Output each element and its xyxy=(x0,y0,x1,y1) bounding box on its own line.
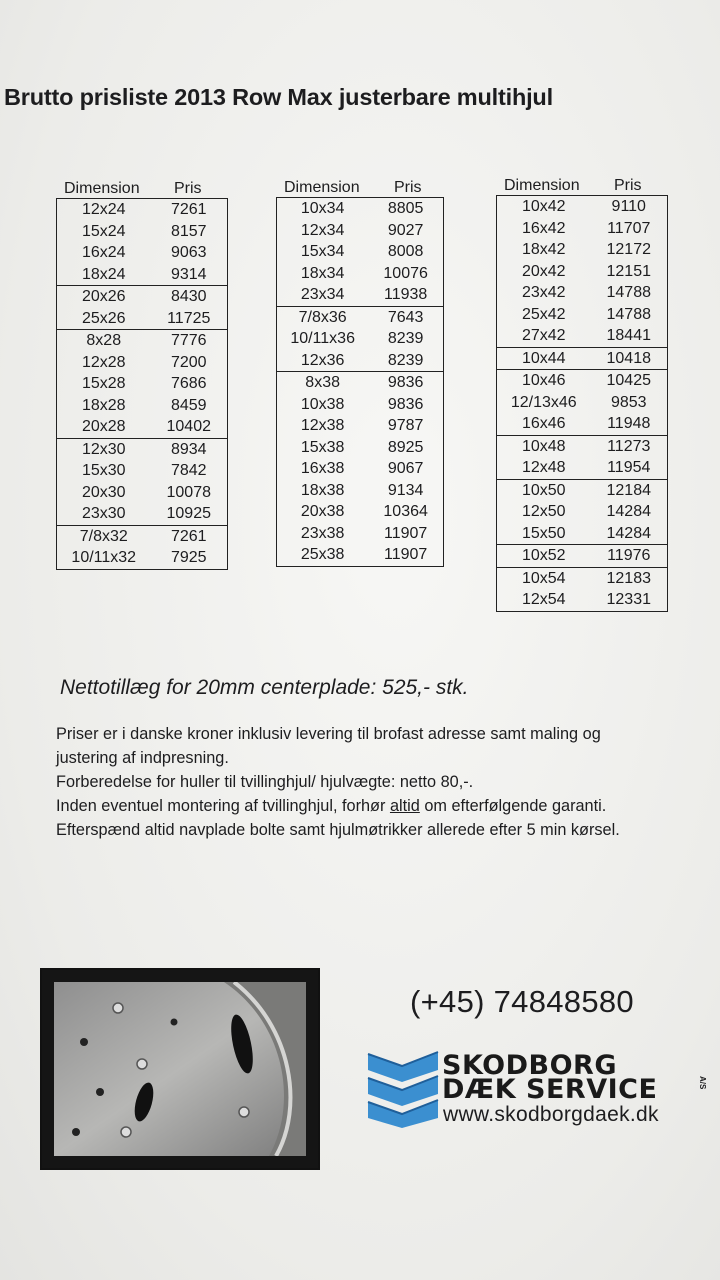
dimension-cell: 18x28 xyxy=(81,396,126,414)
table-row xyxy=(277,307,443,329)
price-cell: 12184 xyxy=(606,481,651,499)
size-group xyxy=(497,196,667,347)
size-group xyxy=(57,329,227,438)
table-row xyxy=(277,328,443,350)
table-row xyxy=(277,241,443,263)
brand-name-line1: SKODBORG xyxy=(442,1050,618,1081)
table-row xyxy=(497,304,667,326)
table-row xyxy=(497,370,667,392)
price-cell: 11938 xyxy=(383,286,428,303)
dimension-cell: 15x38 xyxy=(300,438,345,456)
website-link[interactable]: www.skodborgdaek.dk xyxy=(443,1103,659,1126)
price-table-2 xyxy=(276,179,444,567)
table-row xyxy=(497,282,667,304)
price-header: Pris xyxy=(614,177,642,194)
table-row xyxy=(497,239,667,261)
price-cell: 7261 xyxy=(170,527,207,545)
table-row xyxy=(497,545,667,567)
table-row xyxy=(57,547,227,569)
size-group xyxy=(497,544,667,567)
table-row xyxy=(57,373,227,395)
dimension-cell: 12x34 xyxy=(300,221,345,239)
table-row xyxy=(277,263,443,285)
table-row xyxy=(277,523,443,545)
dimension-cell: 10x52 xyxy=(521,547,566,564)
table-row xyxy=(277,372,443,394)
table-row xyxy=(57,242,227,264)
dimension-cell: 10x42 xyxy=(521,198,566,215)
price-cell: 7776 xyxy=(170,332,207,349)
price-cell: 9314 xyxy=(170,265,207,283)
table-row xyxy=(497,348,667,370)
dimension-cell: 23x42 xyxy=(521,284,566,301)
table-row xyxy=(57,526,227,548)
centerplate-surcharge-note: Nettotillæg for 20mm centerplade: 525,- stk. xyxy=(60,676,469,699)
table-row xyxy=(57,482,227,504)
terms-text xyxy=(56,722,706,842)
table-row xyxy=(57,308,227,330)
price-cell: 9063 xyxy=(170,244,207,261)
price-cell: 7842 xyxy=(170,462,207,479)
price-cell: 9110 xyxy=(611,198,646,215)
dimension-cell: 12/13x46 xyxy=(510,393,577,411)
dimension-cell: 15x24 xyxy=(81,222,126,240)
price-cell: 14284 xyxy=(606,524,651,542)
dimension-cell: 10x44 xyxy=(521,349,566,367)
price-cell: 8008 xyxy=(387,243,424,260)
chevron-logo-icon xyxy=(366,1048,440,1128)
size-group xyxy=(57,285,227,329)
table-row xyxy=(277,415,443,437)
price-cell: 7686 xyxy=(170,375,207,392)
terms-line: Efterspænd altid navplade bolte samt hjulmøtrikker allerede efter 5 min kørsel. xyxy=(56,821,620,839)
brand-suffix: A/S xyxy=(698,1076,707,1090)
price-cell: 8459 xyxy=(170,396,207,414)
dimension-cell: 25x42 xyxy=(521,305,566,323)
dimension-cell: 15x30 xyxy=(81,462,126,479)
dimension-cell: 25x38 xyxy=(300,546,345,563)
table-row xyxy=(497,436,667,458)
price-cell: 12183 xyxy=(606,569,651,587)
dimension-cell: 10/11x32 xyxy=(71,549,137,566)
table-row xyxy=(57,439,227,461)
dimension-header: Dimension xyxy=(284,179,360,196)
table-row xyxy=(277,437,443,459)
price-cell: 11707 xyxy=(607,219,651,237)
price-cell: 11725 xyxy=(167,309,211,327)
dimension-cell: 20x26 xyxy=(81,288,126,305)
price-cell: 8934 xyxy=(170,440,207,458)
table-row xyxy=(57,221,227,243)
size-group xyxy=(57,199,227,285)
dimension-header: Dimension xyxy=(64,180,140,197)
dimension-cell: 12x24 xyxy=(81,201,126,218)
dimension-cell: 20x38 xyxy=(300,503,345,520)
price-cell: 11907 xyxy=(383,546,428,563)
size-group xyxy=(497,567,667,611)
price-cell: 8239 xyxy=(387,351,424,369)
table-row xyxy=(57,330,227,352)
price-cell: 10925 xyxy=(166,505,211,522)
table-row xyxy=(277,220,443,242)
dimension-cell: 8x38 xyxy=(305,374,340,391)
dimension-header: Dimension xyxy=(504,177,580,194)
dimension-cell: 10x54 xyxy=(521,569,566,587)
size-group xyxy=(277,371,443,566)
table-row xyxy=(497,196,667,218)
dimension-cell: 12x50 xyxy=(521,503,566,520)
price-cell: 10364 xyxy=(383,503,428,520)
dimension-cell: 10x34 xyxy=(300,200,345,217)
table-row xyxy=(57,503,227,525)
dimension-cell: 12x54 xyxy=(521,591,566,608)
price-cell: 10418 xyxy=(606,349,651,367)
dimension-cell: 10x38 xyxy=(300,395,345,413)
table-row xyxy=(57,264,227,286)
dimension-cell: 16x42 xyxy=(521,219,566,237)
table-row xyxy=(497,413,667,435)
dimension-cell: 7/8x32 xyxy=(79,527,128,545)
dimension-cell: 10x50 xyxy=(521,481,566,499)
dimension-cell: 16x46 xyxy=(521,415,566,432)
price-cell: 8805 xyxy=(387,200,424,217)
price-cell: 11954 xyxy=(607,459,651,476)
dimension-cell: 7/8x36 xyxy=(298,308,347,326)
table-body xyxy=(276,197,444,567)
price-cell: 9134 xyxy=(387,481,424,499)
dimension-cell: 10/11x36 xyxy=(290,330,355,347)
price-table-3 xyxy=(496,177,668,612)
table-row xyxy=(277,458,443,480)
table-body xyxy=(56,198,228,570)
table-header xyxy=(496,177,668,195)
price-cell: 9853 xyxy=(610,393,647,411)
dimension-cell: 15x34 xyxy=(300,243,345,260)
table-row xyxy=(277,284,443,306)
table-row xyxy=(277,501,443,523)
dimension-cell: 10x48 xyxy=(521,437,566,455)
table-row xyxy=(277,544,443,566)
price-cell: 7925 xyxy=(170,549,207,566)
size-group xyxy=(277,198,443,306)
dimension-cell: 12x48 xyxy=(521,459,566,476)
table-row xyxy=(497,218,667,240)
dimension-cell: 20x30 xyxy=(81,483,126,501)
table-row xyxy=(497,261,667,283)
price-cell: 11948 xyxy=(607,415,651,432)
table-row xyxy=(497,568,667,590)
dimension-cell: 8x28 xyxy=(86,332,122,349)
price-cell: 7200 xyxy=(170,353,207,371)
table-body xyxy=(496,195,668,612)
price-cell: 8925 xyxy=(387,438,424,456)
price-cell: 8239 xyxy=(387,330,424,347)
price-cell: 18441 xyxy=(606,327,651,344)
table-row xyxy=(497,480,667,502)
table-row xyxy=(497,501,667,523)
price-cell: 8430 xyxy=(170,288,207,305)
terms-line: Priser er i danske kroner inklusiv levering til brofast adresse samt maling og xyxy=(56,725,601,743)
price-cell: 14284 xyxy=(606,503,651,520)
table-row xyxy=(57,352,227,374)
terms-line-part: om efterfølgende garanti. xyxy=(419,797,607,815)
size-group xyxy=(57,438,227,525)
table-row xyxy=(497,457,667,479)
table-row xyxy=(277,394,443,416)
price-cell: 8157 xyxy=(170,222,207,240)
size-group xyxy=(497,347,667,370)
dimension-cell: 12x38 xyxy=(300,417,345,434)
size-group xyxy=(277,306,443,372)
table-row xyxy=(57,286,227,308)
price-cell: 11273 xyxy=(607,437,651,455)
price-header: Pris xyxy=(174,180,202,197)
table-row xyxy=(277,480,443,502)
dimension-cell: 27x42 xyxy=(521,327,566,344)
phone-number[interactable]: (+45) 74848580 xyxy=(410,984,634,1019)
price-cell: 12331 xyxy=(606,591,651,608)
dimension-cell: 12x36 xyxy=(300,351,345,369)
table-row xyxy=(57,460,227,482)
price-cell: 12151 xyxy=(606,262,651,280)
dimension-cell: 20x42 xyxy=(521,262,566,280)
terms-line-part: Inden eventuel montering af tvillinghjul, forhør xyxy=(56,797,390,815)
price-cell: 7643 xyxy=(387,308,424,326)
page-title: Brutto prisliste 2013 Row Max justerbare multihjul xyxy=(4,84,553,110)
table-row xyxy=(497,589,667,611)
price-table-1 xyxy=(56,180,228,570)
table-row xyxy=(497,325,667,347)
brand-name-line2: DÆK SERVICE xyxy=(442,1074,658,1105)
dimension-cell: 23x34 xyxy=(300,286,345,303)
dimension-cell: 23x38 xyxy=(300,524,345,542)
size-group xyxy=(497,369,667,435)
terms-line: justering af indpresning. xyxy=(56,749,229,767)
table-row xyxy=(57,416,227,438)
dimension-cell: 16x24 xyxy=(81,244,126,261)
price-header: Pris xyxy=(394,179,422,196)
table-row xyxy=(277,198,443,220)
price-cell: 9027 xyxy=(387,221,424,239)
price-cell: 9787 xyxy=(387,417,424,434)
dimension-cell: 18x38 xyxy=(300,481,345,499)
dimension-cell: 12x28 xyxy=(81,353,126,371)
price-cell: 10402 xyxy=(166,418,211,435)
table-row xyxy=(57,395,227,417)
dimension-cell: 16x38 xyxy=(300,460,345,477)
dimension-cell: 12x30 xyxy=(81,440,126,458)
dimension-cell: 20x28 xyxy=(81,418,126,435)
dimension-cell: 15x50 xyxy=(521,524,566,542)
price-cell: 12172 xyxy=(606,241,651,258)
size-group xyxy=(497,435,667,479)
terms-line xyxy=(56,794,706,818)
price-cell: 14788 xyxy=(606,284,651,301)
dimension-cell: 10x46 xyxy=(521,372,566,389)
price-cell: 7261 xyxy=(170,201,207,218)
price-cell: 9836 xyxy=(387,395,424,413)
table-row xyxy=(57,199,227,221)
table-row xyxy=(497,523,667,545)
dimension-cell: 18x24 xyxy=(81,265,126,283)
dimension-cell: 15x28 xyxy=(81,375,126,392)
price-cell: 14788 xyxy=(606,305,651,323)
price-cell: 11976 xyxy=(607,547,651,564)
table-header xyxy=(56,180,228,198)
price-cell: 9836 xyxy=(387,374,424,391)
table-row xyxy=(497,392,667,414)
wheel-photo xyxy=(40,968,320,1170)
terms-line: Forberedelse for huller til tvillinghjul/ hjulvægte: netto 80,-. xyxy=(56,773,474,791)
underlined-word: altid xyxy=(389,797,420,815)
price-cell: 10076 xyxy=(383,264,428,282)
price-cell: 9067 xyxy=(387,460,424,477)
price-cell: 10425 xyxy=(606,372,651,389)
price-cell: 10078 xyxy=(166,483,211,501)
size-group xyxy=(57,525,227,569)
dimension-cell: 25x26 xyxy=(81,309,126,327)
table-row xyxy=(277,350,443,372)
price-cell: 11907 xyxy=(383,524,428,542)
wheel-disc-image xyxy=(54,982,306,1156)
dimension-cell: 23x30 xyxy=(81,505,126,522)
table-header xyxy=(276,179,444,197)
dimension-cell: 18x42 xyxy=(521,241,566,258)
size-group xyxy=(497,479,667,545)
dimension-cell: 18x34 xyxy=(300,264,345,282)
